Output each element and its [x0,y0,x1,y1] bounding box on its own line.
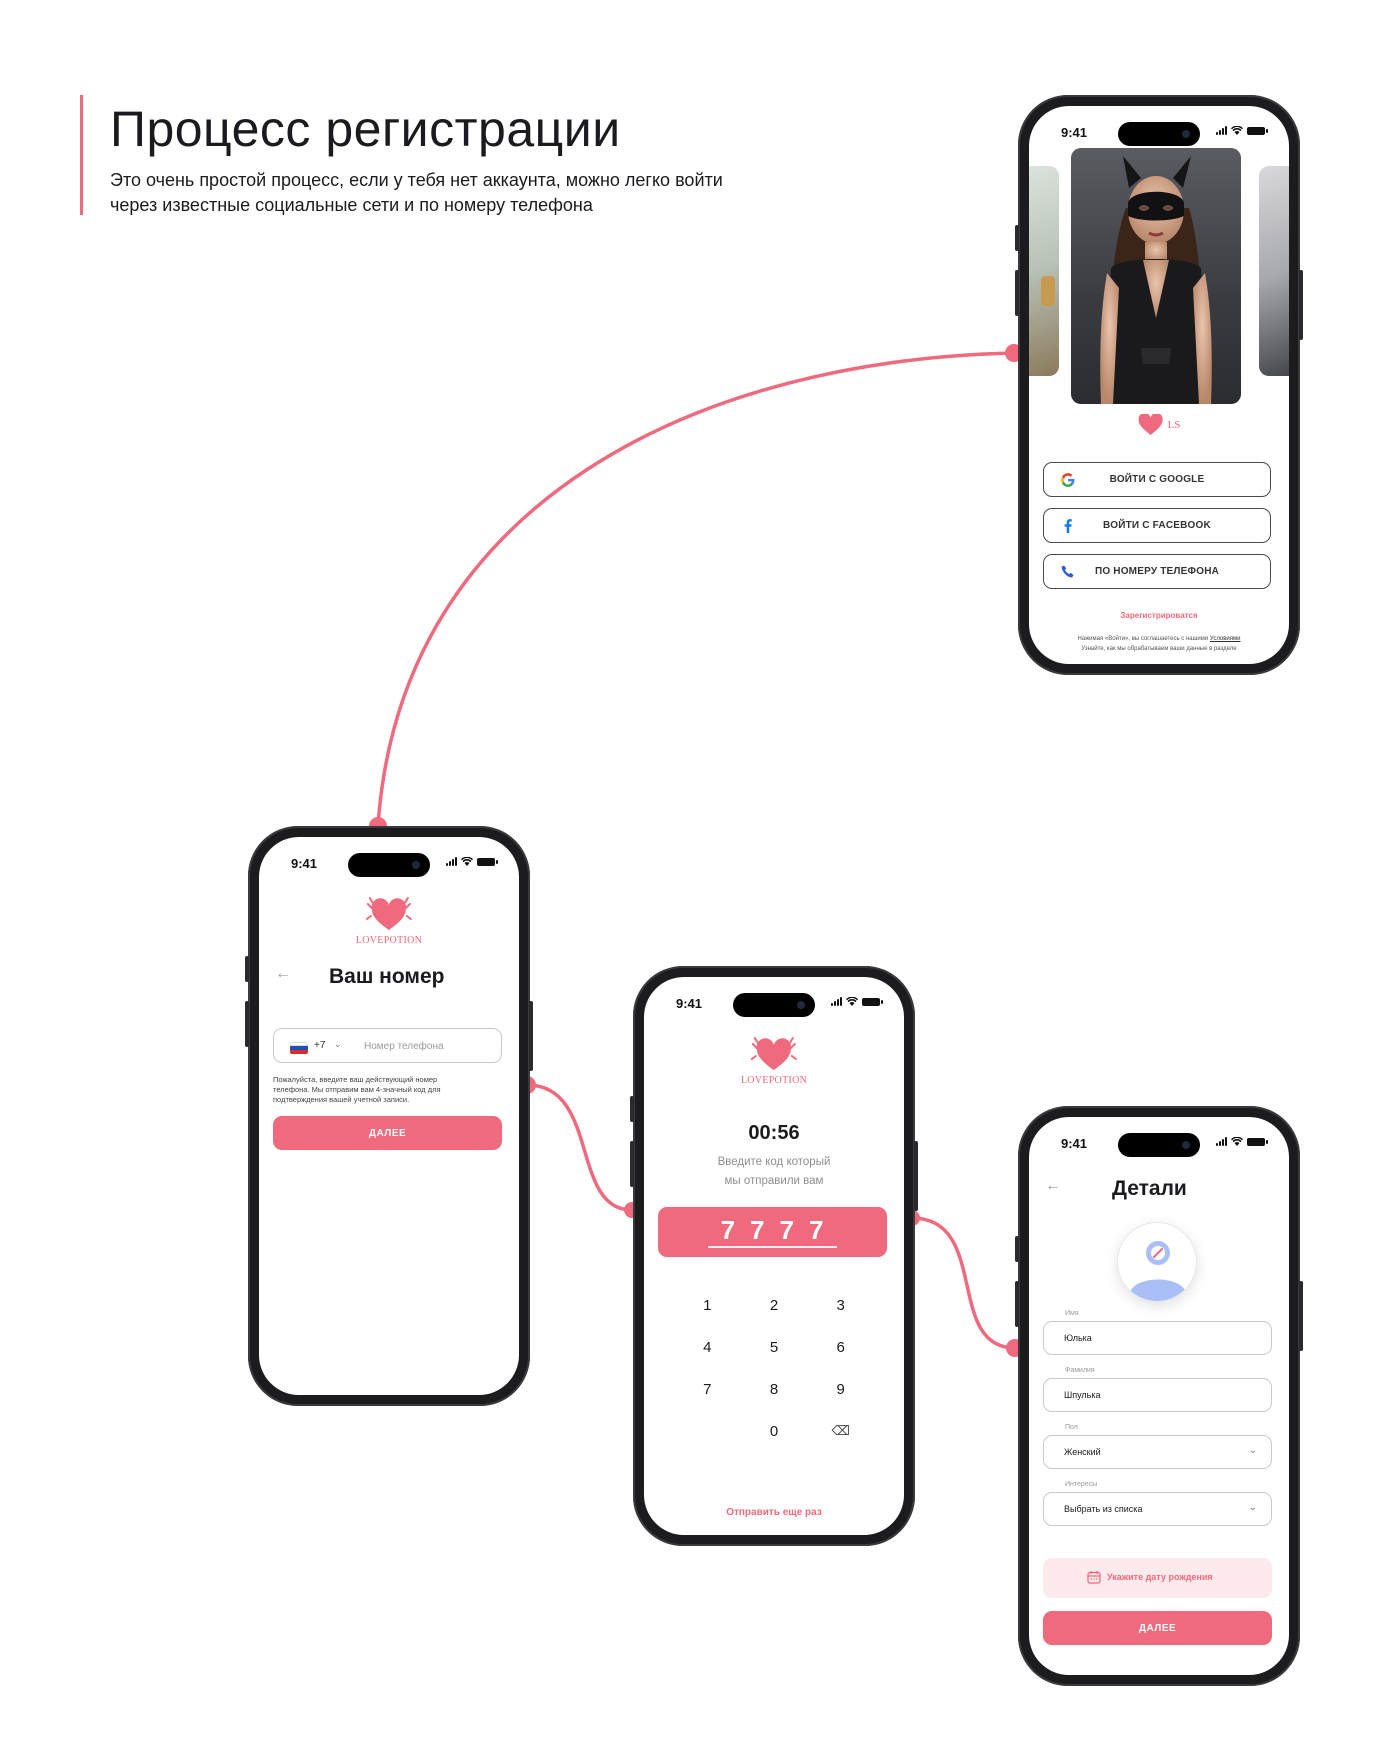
status-icons [446,857,495,866]
back-arrow-icon[interactable]: ← [1045,1177,1061,1194]
last-name-label: Фамилия [1065,1367,1095,1374]
login-screen [1029,106,1289,664]
keypad-key[interactable]: 2 [769,1297,779,1314]
brand-logo [741,1034,807,1086]
heart-logo-icon [1138,414,1164,436]
dynamic-island [1118,122,1200,146]
login-facebook-button[interactable] [1043,508,1271,543]
first-name-label: Имя [1065,1310,1079,1317]
status-icons [1216,1137,1265,1146]
interests-label: Интересы [1065,1481,1098,1488]
phone-placeholder: Номер телефона [364,1041,444,1052]
login-google-label: ВОЙТИ С GOOGLE [1109,474,1205,485]
status-icons [1216,126,1265,135]
keypad-key[interactable]: 8 [769,1381,779,1398]
code-screen [644,977,904,1535]
code-input[interactable] [658,1207,887,1257]
terms-line-1: Нажимая «Войти», вы соглашаетесь с нашими [1077,636,1209,642]
battery-icon [1247,1138,1265,1146]
terms-line-2: Узнайте, как мы обрабатываем ваши данные в разделе [1081,646,1237,652]
terms-link[interactable]: Условиями [1209,636,1241,642]
phone-code-step [633,966,915,1546]
connector-login-to-phone [378,353,1014,826]
code-hint-line-1: Введите код который [717,1156,831,1168]
keypad-key[interactable]: 7 [703,1381,712,1398]
keypad-key[interactable]: 5 [769,1339,779,1356]
chevron-down-icon: ⌄ [1248,1502,1257,1513]
login-phone-button[interactable] [1043,554,1271,589]
dynamic-island [733,993,815,1017]
wifi-icon [1231,1137,1243,1146]
resend-link[interactable]: Отправить еще раз [726,1507,822,1518]
brand-name: LOVEPOTION [740,1075,808,1086]
phone-number-input[interactable] [273,1028,502,1063]
keypad-key[interactable]: 3 [836,1297,845,1314]
next-button[interactable]: ДАЛЕЕ [273,1116,502,1150]
brand-logo [356,894,422,946]
battery-icon [862,998,880,1006]
wifi-icon [461,857,473,866]
dynamic-island [1118,1133,1200,1157]
screen-title: Детали [1112,1177,1187,1200]
last-name-value: Шпулька [1064,1390,1101,1400]
login-google-button[interactable] [1043,462,1271,497]
status-time: 9:41 [291,856,318,871]
brand-name: LOVEPOTION [355,935,423,946]
keypad-key[interactable]: 1 [703,1297,712,1314]
phone-number-step [248,826,530,1406]
phone-hint-text: Пожалуйста, введите ваш действующий номер телефона. Мы отправим вам 4-значный код для подтверждения вашей учетной записи. [273,1075,441,1104]
status-bar [1029,1131,1289,1155]
gender-select[interactable] [1043,1435,1272,1469]
first-name-value: Юлька [1064,1333,1092,1343]
login-facebook-label: ВОЙТИ С FACEBOOK [1103,520,1211,531]
back-arrow-icon[interactable]: ← [275,965,291,982]
avatar-placeholder-icon [1118,1223,1197,1302]
code-digits: 7777 [720,1215,839,1245]
phone-details-step [1018,1106,1300,1686]
last-name-field[interactable] [1043,1378,1272,1412]
keypad-key[interactable]: 9 [836,1381,845,1398]
character-illustration [1071,148,1241,404]
signal-icon [1216,1137,1227,1146]
chevron-down-icon[interactable]: ⌄ [334,1039,342,1049]
status-icons [831,997,880,1006]
page-title: Процесс регистрации [110,101,621,157]
status-time: 9:41 [676,996,703,1011]
numeric-keypad [674,1297,874,1443]
phone-number-screen [259,837,519,1395]
code-hint-line-2: мы отправили вам [724,1175,824,1187]
interests-value: Выбрать из списка [1064,1504,1143,1514]
connector-code-to-details [912,1218,1015,1348]
keypad-key[interactable]: 0 [769,1423,779,1440]
status-time: 9:41 [1061,125,1088,140]
first-name-field[interactable] [1043,1321,1272,1355]
gender-label: Пол [1065,1424,1078,1431]
header-accent-bar [80,95,83,215]
russia-flag-icon[interactable] [290,1042,308,1054]
birthdate-label: Укажите дату рождения [1107,1572,1213,1582]
wifi-icon [1231,126,1243,135]
wifi-icon [846,997,858,1006]
status-bar [1029,120,1289,144]
page-subtitle: Это очень простой процесс, если у тебя нет аккаунта, можно легко войти через известные социальные сети и по номеру телефона [110,170,723,215]
brand-logo [1138,414,1181,436]
gender-value: Женский [1064,1447,1101,1457]
register-link[interactable]: Зарегистрироватся [1120,611,1198,620]
screen-title: Ваш номер [329,965,445,988]
facebook-icon [1060,518,1076,534]
keypad-key[interactable]: 6 [836,1339,845,1356]
keypad-key-empty [674,1423,741,1443]
phone-icon [1060,564,1076,580]
next-button[interactable]: ДАЛЕЕ [1043,1611,1272,1645]
heart-logo-icon [749,1034,799,1072]
status-time: 9:41 [1061,1136,1088,1151]
connector-phone-to-code [527,1085,632,1210]
carousel-card-right[interactable] [1259,166,1289,376]
birthdate-button[interactable] [1043,1558,1272,1598]
signal-icon [831,997,842,1006]
signal-icon [1216,126,1227,135]
carousel-card-left[interactable] [1029,166,1059,376]
code-underline [708,1246,837,1248]
battery-icon [1247,127,1265,135]
google-icon [1060,472,1076,488]
signal-icon [446,857,457,866]
backspace-icon[interactable]: ⌫ [831,1423,850,1438]
countdown-timer: 00:56 [748,1122,800,1144]
code-hint-text [644,1153,904,1191]
status-bar [644,991,904,1015]
brand-initials: LS [1167,419,1181,431]
terms-text [1049,634,1269,654]
country-code[interactable]: +7 [314,1040,326,1051]
status-bar [259,851,519,875]
phone-login [1018,95,1300,675]
chevron-down-icon: ⌄ [1248,1445,1257,1456]
login-phone-label: ПО НОМЕРУ ТЕЛЕФОНА [1094,566,1220,577]
carousel-card-main[interactable] [1071,148,1241,404]
keypad-key[interactable]: 4 [703,1339,712,1356]
battery-icon [477,858,495,866]
avatar-upload[interactable] [1117,1222,1197,1302]
details-screen [1029,1117,1289,1675]
interests-select[interactable] [1043,1492,1272,1526]
calendar-icon [1087,1570,1101,1584]
dynamic-island [348,853,430,877]
heart-logo-icon [364,894,414,932]
